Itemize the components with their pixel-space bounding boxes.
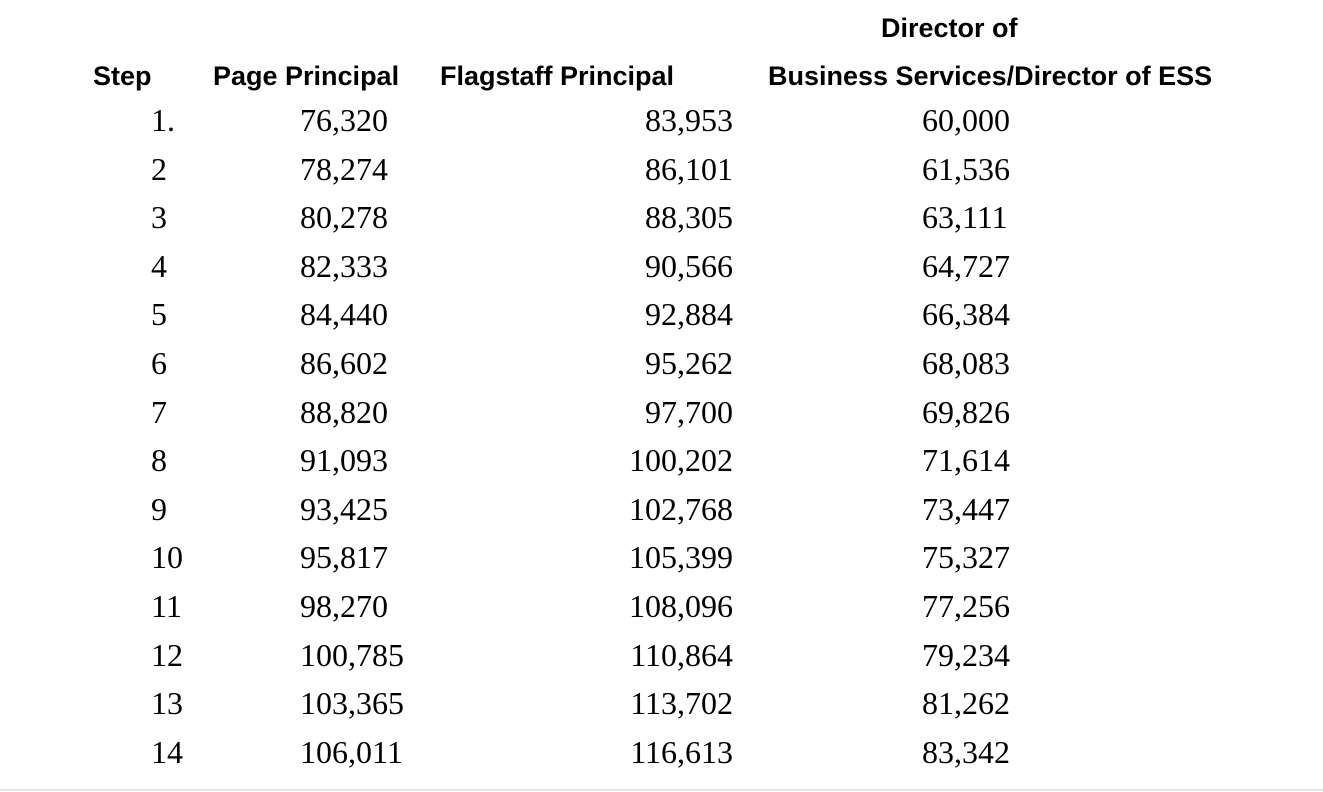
header-page-principal: Page Principal	[213, 61, 400, 91]
flagstaff-principal-cell: 92,884	[645, 296, 733, 332]
director-cell: 66,384	[922, 296, 1010, 332]
director-cell: 68,083	[922, 345, 1010, 381]
flagstaff-principal-cell: 113,702	[630, 685, 733, 721]
page-principal-cell: 100,785	[300, 637, 404, 673]
flagstaff-principal-cell: 86,101	[645, 151, 733, 187]
bottom-divider	[0, 789, 1323, 791]
header-director-line2: Business Services/Director of ESS	[768, 61, 1213, 91]
director-cell: 64,727	[922, 248, 1010, 284]
director-cell: 61,536	[922, 151, 1010, 187]
flagstaff-principal-cell: 97,700	[645, 394, 733, 430]
page-principal-cell: 76,320	[300, 102, 388, 138]
step-cell: 7	[151, 394, 167, 430]
flagstaff-principal-cell: 88,305	[645, 199, 733, 235]
flagstaff-principal-cell: 108,096	[629, 588, 733, 624]
flagstaff-principal-cell: 105,399	[629, 539, 733, 575]
step-cell: 2	[151, 151, 167, 187]
director-cell: 81,262	[922, 685, 1010, 721]
director-cell: 83,342	[922, 734, 1010, 770]
step-cell: 5	[151, 296, 167, 332]
page-principal-cell: 82,333	[300, 248, 388, 284]
page-principal-cell: 106,011	[300, 734, 403, 770]
step-cell: 9	[151, 491, 167, 527]
page-principal-cell: 84,440	[300, 296, 388, 332]
header-step: Step	[93, 61, 152, 91]
page-principal-cell: 93,425	[300, 491, 388, 527]
flagstaff-principal-cell: 116,613	[630, 734, 733, 770]
step-cell: 4	[151, 248, 167, 284]
flagstaff-principal-cell: 100,202	[629, 442, 733, 478]
page-principal-cell: 86,602	[300, 345, 388, 381]
page-principal-cell: 88,820	[300, 394, 388, 430]
page-principal-cell: 78,274	[300, 151, 388, 187]
director-cell: 75,327	[922, 539, 1010, 575]
director-cell: 71,614	[922, 442, 1010, 478]
page-principal-cell: 98,270	[300, 588, 388, 624]
page-principal-cell: 80,278	[300, 199, 388, 235]
step-cell: 14	[151, 734, 183, 770]
director-cell: 77,256	[922, 588, 1010, 624]
step-cell: 12	[151, 637, 183, 673]
flagstaff-principal-cell: 95,262	[645, 345, 733, 381]
step-cell: 13	[151, 685, 183, 721]
step-cell: 11	[151, 588, 182, 624]
director-cell: 60,000	[922, 102, 1010, 138]
flagstaff-principal-cell: 83,953	[645, 102, 733, 138]
director-cell: 63,111	[922, 199, 1008, 235]
step-cell: 10	[151, 539, 183, 575]
director-cell: 79,234	[922, 637, 1010, 673]
step-cell: 1.	[151, 102, 175, 138]
header-director-line1: Director of	[881, 13, 1018, 43]
director-cell: 69,826	[922, 394, 1010, 430]
page-principal-cell: 91,093	[300, 442, 388, 478]
flagstaff-principal-cell: 110,864	[630, 637, 733, 673]
director-cell: 73,447	[922, 491, 1010, 527]
page-principal-cell: 103,365	[300, 685, 404, 721]
flagstaff-principal-cell: 102,768	[629, 491, 733, 527]
step-cell: 6	[151, 345, 167, 381]
step-cell: 3	[151, 199, 167, 235]
step-cell: 8	[151, 442, 167, 478]
page-principal-cell: 95,817	[300, 539, 388, 575]
flagstaff-principal-cell: 90,566	[645, 248, 733, 284]
header-flagstaff-principal: Flagstaff Principal	[440, 61, 675, 91]
